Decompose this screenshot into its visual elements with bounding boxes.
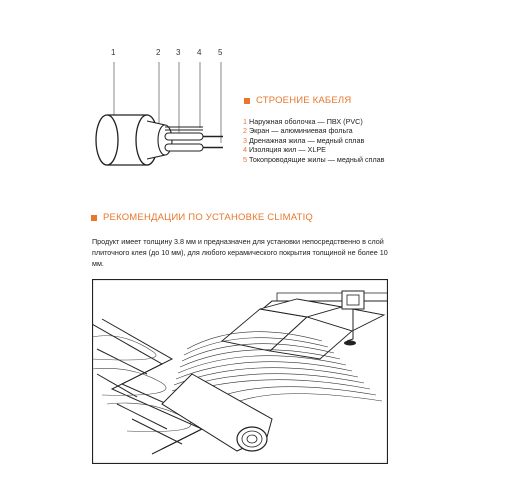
cable-label-1: 1 (111, 48, 116, 57)
cable-cross-section-illustration (85, 55, 240, 180)
cable-label-5: 5 (218, 48, 223, 57)
cable-legend (243, 117, 393, 164)
install-paragraph: Продукт имеет толщину 3.8 мм и предназначен для установки непосредственно в слой плиточного клея (до 10 мм), для любого керамического покрытия толщиной не более 10 мм. (92, 237, 388, 268)
section-title-cable: СТРОЕНИЕ КАБЕЛЯ (256, 95, 352, 106)
section-marker (244, 98, 250, 104)
cable-label-2: 2 (156, 48, 161, 57)
legend-item: 3 Дренажная жила — медный сплав (243, 135, 365, 145)
legend-item: 2 Экран — алюминиевая фольга (243, 126, 353, 136)
section-title-install: РЕКОМЕНДАЦИИ ПО УСТАНОВКЕ CLIMATIQ (103, 212, 314, 223)
legend-item: 1 Наружная оболочка — ПВХ (PVC) (243, 117, 363, 126)
cable-label-4: 4 (197, 48, 202, 57)
floor-installation-illustration (92, 279, 388, 464)
legend-item: 5 Токопроводящие жилы — медный сплав (243, 154, 385, 164)
section-marker (91, 215, 97, 221)
cable-label-3: 3 (176, 48, 181, 57)
legend-item: 4 Изоляция жил — XLPE (243, 145, 326, 155)
